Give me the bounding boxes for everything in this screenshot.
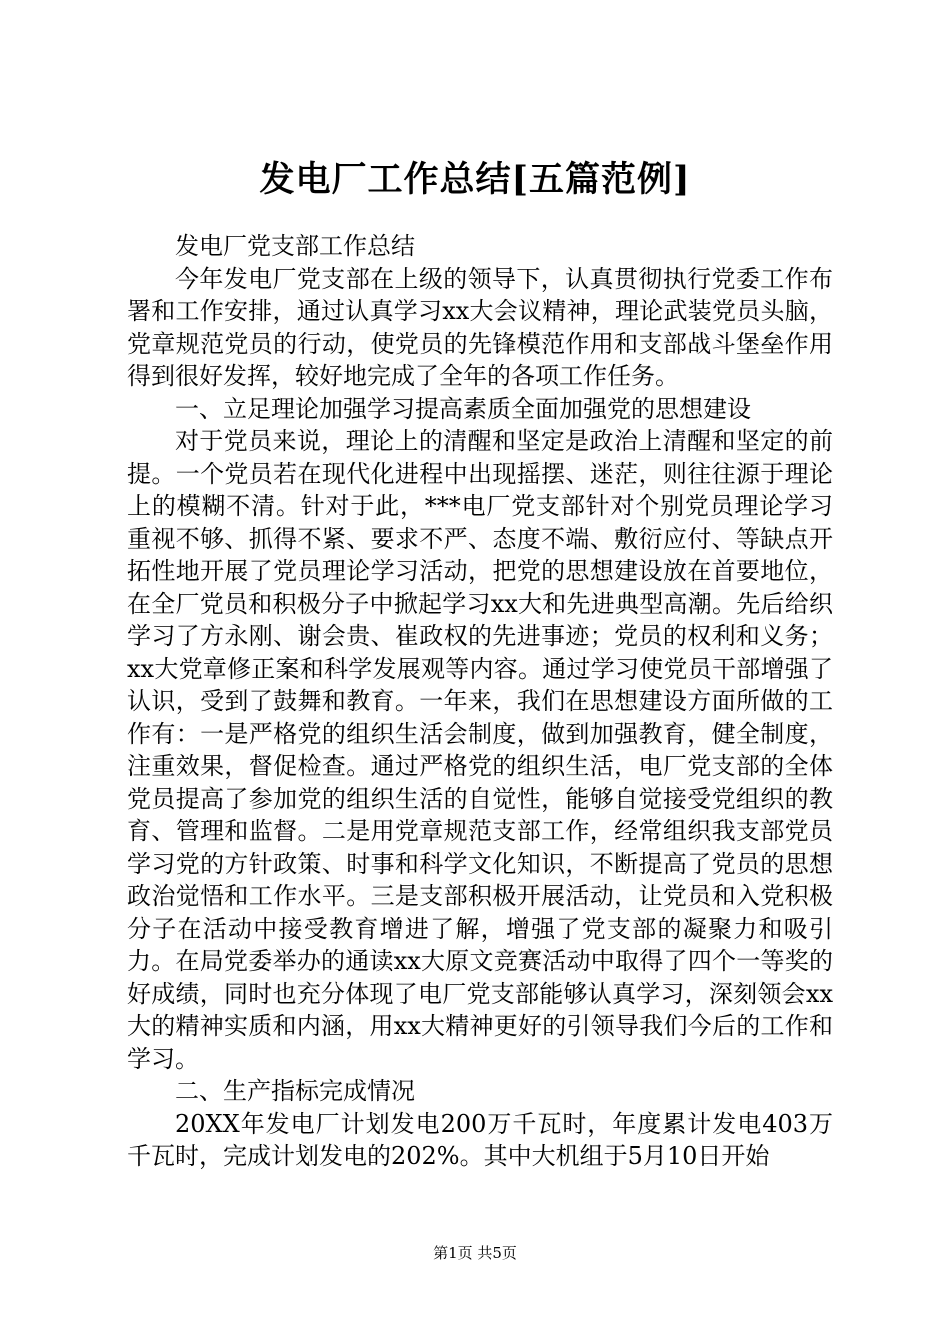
section-subtitle: 发电厂党支部工作总结 xyxy=(175,232,415,260)
section-1-paragraph: 对于党员来说，理论上的清醒和坚定是政治上清醒和坚定的前提。一个党员若在现代化进程中出现摇摆、迷茫，则往往源于理论上的模糊不清。针对于此，***电厂党支部针对个别党员理论学习重视不够、抓得不紧、要求不严、态度不端、敷衍应付、等缺点开拓性地开展了党员理论学习活动，把党的思想建设放在首要地位，在全厂党员和积极分子中掀起学习xx大和先进典型高潮。先后给织学习了方永刚、谢会贵、崔政权的先进事迹；党员的权利和义务；xx大党章修正案和科学发展观等内容。通过学习使党员干部增强了认识，受到了鼓舞和教育。一年来，我们在思想建设方面所做的工作有：一是严格党的组织生活会制度，做到加强教育，健全制度，注重效果，督促检查。通过严格党的组织生活，电厂党支部的全体党员提高了参加党的组织生活的自觉性，能够自觉接受党组织的教育、管理和监督。二是用党章规范支部工作，经常组织我支部党员学习党的方针政策、时事和科学文化知识，不断提高了党员的思想政治觉悟和工作水平。三是支部积极开展活动，让党员和入党积极分子在活动中接受教育增进了解，增强了党支部的凝聚力和吸引力。在局党委举办的通读xx大原文竞赛活动中取得了四个一等奖的好成绩，同时也充分体现了电厂党支部能够认真学习，深刻领会xx大的精神实质和内涵，用xx大精神更好的引领导我们今后的工作和学习。 xyxy=(127,427,833,1073)
document-body xyxy=(127,230,833,1173)
page-footer: 第1页 共5页 xyxy=(433,1244,517,1262)
intro-paragraph: 今年发电厂党支部在上级的领导下，认真贯彻执行党委工作布署和工作安排，通过认真学习xx大会议精神，理论武装党员头脑，党章规范党员的行动，使党员的先锋模范作用和支部战斗堡垒作用得到很好发挥，较好地完成了全年的各项工作任务。 xyxy=(127,264,833,390)
section-heading-2: 二、生产指标完成情况 xyxy=(175,1077,415,1105)
document-title: 发电厂工作总结[五篇范例] xyxy=(259,159,691,200)
section-2-paragraph: 20XX年发电厂计划发电200万千瓦时，年度累计发电403万千瓦时，完成计划发电的202%。其中大机组于5月10日开始 xyxy=(127,1109,833,1170)
section-heading-1: 一、立足理论加强学习提高素质全面加强党的思想建设 xyxy=(175,394,751,423)
